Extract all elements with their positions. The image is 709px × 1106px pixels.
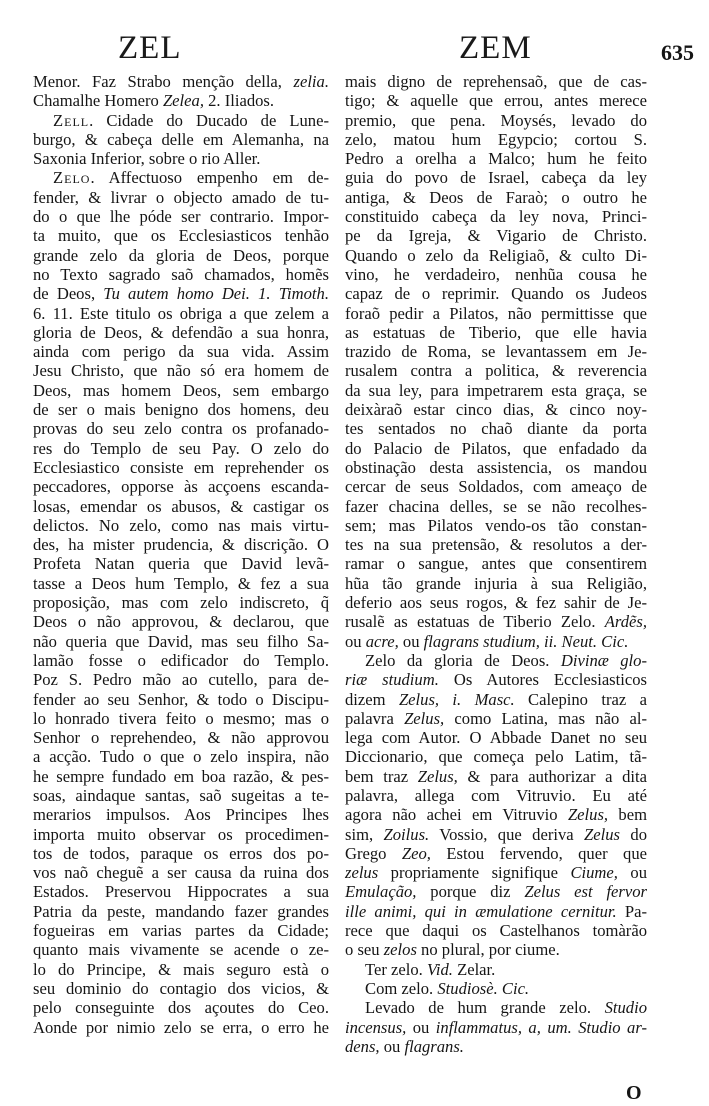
italic-latin-text: Zelus est fervor (524, 882, 647, 902)
italic-latin-text: Emulação, (345, 882, 417, 902)
text-segment: 6. 11. Este titulo os obriga a que zelem a (33, 303, 329, 323)
catchword: O (626, 1082, 642, 1104)
text-segment: não queria que David, mas seu filho Sa- (33, 631, 329, 651)
text-line (345, 690, 647, 709)
text-line (345, 1018, 647, 1037)
text-segment: Pa- (616, 901, 647, 921)
text-line (33, 670, 329, 689)
text-line (345, 940, 647, 959)
text-line (33, 497, 329, 516)
italic-latin-text: zelus (345, 863, 379, 883)
text-segment: Deos o não approvou, & declarou, que (33, 612, 329, 632)
text-line (33, 458, 329, 477)
text-line (345, 246, 647, 265)
text-segment: grande zelo da gloria de Deos, porque (33, 245, 329, 265)
text-segment: deixàraõ estar cinco dias, & cinco noy- (345, 400, 647, 420)
text-line (33, 574, 329, 593)
text-line (345, 979, 647, 998)
text-line (33, 998, 329, 1017)
text-segment: da sua ley, para impetrarem esta graça, se (345, 380, 647, 400)
italic-latin-text: riæ studium. (345, 670, 439, 690)
text-line (33, 593, 329, 612)
text-line (345, 111, 647, 130)
text-segment: Patria da peste, mandando fazer grandes (33, 901, 329, 921)
text-segment: vos naõ cheguẽ a ser causa da ruina dos (33, 863, 329, 883)
text-segment: fazer chacina delles, se se não recolhes- (345, 496, 647, 516)
italic-latin-text: Zelus, i. Masc. (398, 689, 515, 709)
text-line (33, 91, 329, 110)
headword: Zell (53, 110, 90, 130)
text-line (33, 323, 329, 342)
text-line (345, 477, 647, 496)
text-segment: palavra (345, 708, 405, 728)
text-line (345, 1037, 647, 1056)
text-line (33, 979, 329, 998)
text-line (33, 342, 329, 361)
text-line (345, 805, 647, 824)
text-line (33, 747, 329, 766)
text-line (345, 361, 647, 380)
text-line (345, 863, 647, 882)
text-segment: o seu (345, 940, 384, 960)
text-line (33, 960, 329, 979)
text-segment: como Latina, mas não al- (444, 708, 647, 728)
text-line (345, 921, 647, 940)
text-segment: rusalem contra a politica, & reverencia (345, 361, 647, 381)
text-line (345, 728, 647, 747)
text-segment: Menor. Faz Strabo menção della, (33, 72, 294, 91)
text-line (33, 284, 329, 303)
text-line (345, 747, 647, 766)
text-segment: deferio aos seus rogos, & fez sahir de Je- (345, 593, 647, 613)
italic-latin-text: Zoilus. (383, 824, 430, 844)
italic-latin-text: flagrans studium, ii. Neut. Cic. (423, 631, 629, 651)
text-segment: fogueiras em varias partes da Cidade; (33, 921, 329, 941)
text-segment: lo honrado tivera feito o mesmo; mas o (33, 708, 329, 728)
text-segment: 2. Iliados. (203, 91, 275, 111)
text-segment: Os Autores Ecclesiasticos (438, 670, 647, 690)
text-segment: delictos. No zelo, como nas mais virtu- (33, 515, 329, 535)
text-line (33, 690, 329, 709)
right-guide-word: ZEM (459, 30, 532, 66)
text-segment: Profeta Natan queria que David levã- (33, 554, 329, 574)
text-segment: des, ha mister prudencia, & discrição. O (33, 535, 329, 555)
page-number: 635 (661, 40, 694, 65)
text-segment: quanto mais vivamente se acende o ze- (33, 940, 329, 960)
text-segment: Ecclesiastico consiste em reprehender os (33, 457, 329, 477)
text-segment: as estatuas de Tiberio, que elle havia (345, 322, 647, 342)
italic-latin-text: zelos (383, 940, 417, 960)
text-line (345, 612, 647, 631)
text-segment: Com zelo. (365, 978, 438, 998)
text-segment: do o que lhe póde ser contrario. Impor- (33, 207, 329, 227)
text-segment: no plural, por ciume. (416, 940, 560, 960)
text-line (345, 767, 647, 786)
text-line (33, 400, 329, 419)
text-segment: no Texto sagrado saõ chamados, homẽs (33, 264, 329, 284)
text-line (345, 497, 647, 516)
text-line (33, 882, 329, 901)
text-line (345, 400, 647, 419)
text-line (33, 265, 329, 284)
italic-latin-text: zelia. (293, 72, 329, 91)
text-segment: importa muito observar os procedimen- (33, 824, 329, 844)
text-line (33, 246, 329, 265)
text-line (345, 381, 647, 400)
italic-latin-text: inflammatus, a, um. Studio ar- (435, 1017, 647, 1037)
text-segment: lamão fosse o edificador do Templo. (33, 650, 329, 670)
text-line (33, 825, 329, 844)
text-line (345, 516, 647, 535)
text-line (33, 767, 329, 786)
italic-latin-text: Ciume, (570, 863, 618, 883)
text-line (33, 207, 329, 226)
text-line (345, 458, 647, 477)
italic-latin-text: Zelus (584, 824, 620, 844)
text-segment: ou (406, 1017, 436, 1037)
left-text-column (33, 72, 329, 1037)
text-line (345, 439, 647, 458)
text-segment: Estou fervendo, quer que (430, 843, 648, 863)
text-segment: Saxonia Inferior, sobre o rio Aller. (33, 149, 261, 169)
text-segment: Poz S. Pedro mão ao cutello, para de- (33, 670, 329, 690)
italic-latin-text: Zelus, (567, 805, 609, 825)
text-line (33, 1018, 329, 1037)
text-segment: bem (608, 805, 647, 825)
italic-latin-text: dens, (345, 1036, 380, 1056)
right-text-column (345, 72, 647, 1056)
text-line (345, 130, 647, 149)
text-segment: a acção. Tudo o que o zelo inspira, não (33, 747, 329, 767)
text-line (345, 149, 647, 168)
text-segment: res do Templo de seu Pay. O zelo do (33, 438, 329, 458)
text-line (345, 72, 647, 91)
text-line (33, 168, 329, 187)
left-guide-word: ZEL (118, 30, 182, 66)
text-segment: gloria de Deos, & defendão a sua honra, (33, 322, 329, 342)
text-line (345, 882, 647, 901)
text-segment: Grego (345, 843, 402, 863)
text-line (33, 130, 329, 149)
text-segment: tos de todos, paraque os erros dos po- (33, 843, 329, 863)
text-segment: ou (617, 863, 647, 883)
text-segment: Calepino traz a (514, 689, 647, 709)
text-segment: Diccionario, que começa pelo Latim, tã- (345, 747, 647, 767)
text-line (33, 361, 329, 380)
text-line (345, 651, 647, 670)
italic-latin-text: ille animi, qui in æmulatione cernitur. (345, 901, 617, 921)
text-segment: sem; mas Pilatos vendo-os tão constan- (345, 515, 647, 535)
text-segment: provas do seu zelo contra os profanado- (33, 419, 329, 439)
text-segment: Senhor o reprehendeo, & não approvou (33, 728, 329, 748)
text-segment: Pedro a orelha a Malco; hum he feito (345, 149, 647, 169)
text-segment: Quando o zelo da Religiaõ, & culto Di- (345, 245, 647, 265)
text-segment: & para authorizar a dita (457, 766, 647, 786)
text-segment: Levado de hum grande zelo. (365, 998, 605, 1018)
text-segment: guia do povo de Israel, cabeça da ley (345, 168, 647, 188)
text-line (345, 284, 647, 303)
text-line (345, 632, 647, 651)
text-segment: fender, & livrar o objecto amado de tu- (33, 187, 329, 207)
text-segment: do (620, 824, 647, 844)
text-segment: rece que daqui os Castelhanos tomàrão (345, 921, 647, 941)
text-line (345, 709, 647, 728)
text-segment: capaz de o reprimir. Quando os Judeos (345, 284, 647, 304)
text-line (345, 304, 647, 323)
text-segment: premio, que pena. Moysés, levado do (345, 110, 647, 130)
text-segment: Jesu Christo, que não só era homem de (33, 361, 329, 381)
text-segment: Estados. Preservou Hippocrates a sua (33, 882, 329, 902)
text-segment: merarios impulsos. Aos Principes lhes (33, 805, 329, 825)
text-line (345, 844, 647, 863)
text-line (345, 960, 647, 979)
text-segment: hũa tão grande injuria à sua Religião, (345, 573, 647, 593)
text-segment: lega com Autor. O Abbade Danet no seu (345, 728, 647, 748)
text-segment: de Deos, (33, 284, 104, 304)
text-line (345, 265, 647, 284)
text-segment: de ser o mais benigno dos homens, deu (33, 400, 329, 420)
text-segment: peccadores, opporse às acçoens escanda- (33, 477, 329, 497)
text-segment: ou (345, 631, 366, 651)
italic-latin-text: acre, (365, 631, 399, 651)
headword: Zelo (53, 168, 91, 188)
text-line (345, 902, 647, 921)
text-line (33, 439, 329, 458)
text-line (345, 419, 647, 438)
text-line (345, 535, 647, 554)
text-segment: foraõ pedir a Pilatos, não permittisse que (345, 303, 647, 323)
text-segment: lo do Principe, & mais seguro està o (33, 959, 329, 979)
text-line (33, 72, 329, 91)
text-segment: Zelar. (452, 959, 496, 979)
text-line (33, 863, 329, 882)
text-line (345, 188, 647, 207)
text-line (33, 728, 329, 747)
italic-latin-text: Tu autem homo Dei. 1. Timoth. (103, 284, 329, 304)
text-line (345, 554, 647, 573)
text-segment: proposição, mas com zelo indiscreto, q̃ (33, 593, 329, 613)
text-line (33, 902, 329, 921)
text-line (33, 786, 329, 805)
text-line (33, 612, 329, 631)
text-segment: tasse a Deos hum Templo, & fez a sua (33, 573, 329, 593)
text-line (33, 535, 329, 554)
text-segment: bem traz (345, 766, 418, 786)
text-line (33, 651, 329, 670)
italic-latin-text: Studio (604, 998, 647, 1018)
text-segment: tes sentados no chaõ diante da porta (345, 419, 647, 439)
text-segment: Deos, mas homem Deos, sem embargo (33, 380, 329, 400)
text-segment: dizem (345, 689, 399, 709)
text-segment: propriamente signifique (378, 863, 571, 883)
text-segment: ainda com perigo da sua vida. Assim (33, 342, 329, 362)
text-segment: . Cidade do Ducado de Lune- (89, 110, 329, 130)
text-segment: Chamalhe Homero (33, 91, 163, 111)
text-line (33, 226, 329, 245)
text-segment: tigo; & aquelle que errou, antes merece (345, 91, 647, 111)
text-segment: he sempre fundado em boa razão, & pes- (33, 766, 329, 786)
text-segment: burgo, & cabeça delle em Alemanha, na (33, 129, 329, 149)
text-line (345, 207, 647, 226)
text-segment: . Affectuoso empenho em de- (90, 168, 329, 188)
text-segment: ou (379, 1036, 405, 1056)
text-line (33, 304, 329, 323)
text-line (33, 632, 329, 651)
text-line (33, 554, 329, 573)
text-line (33, 111, 329, 130)
text-line (345, 825, 647, 844)
text-segment: Vossio, que deriva (429, 824, 585, 844)
text-segment: trazido de Roma, se levantassem em Je- (345, 342, 647, 362)
text-segment: pe da Igreja, & Vigario de Christo. (345, 226, 647, 246)
text-line (33, 381, 329, 400)
text-segment: fender ao seu Senhor, & todo o Discipu- (33, 689, 329, 709)
text-segment: zelo, matou hum Egypcio; cortou S. (345, 129, 647, 149)
text-segment: antiga, & Deos de Faraò; o outro he (345, 187, 647, 207)
text-segment: cercar de seus Soldados, com ameaço de (345, 477, 647, 497)
text-line (33, 844, 329, 863)
text-line (33, 516, 329, 535)
text-line (33, 477, 329, 496)
text-segment: obstinação desta assistencia, os mandou (345, 457, 647, 477)
italic-latin-text: Studiosè. Cic. (437, 978, 530, 998)
text-segment: ta muito, que os Ecclesiasticos tenhão (33, 226, 329, 246)
text-line (345, 323, 647, 342)
text-line (345, 786, 647, 805)
text-line (33, 149, 329, 168)
text-segment: losas, emendar os abusos, & castigar os (33, 496, 329, 516)
text-segment: vino, he verdadeiro, nenhũa cousa he (345, 264, 647, 284)
text-line (345, 342, 647, 361)
text-line (345, 168, 647, 187)
text-segment: porque diz (416, 882, 525, 902)
text-segment: tes na sua pretensão, & resolutos a der- (345, 535, 647, 555)
text-line (345, 226, 647, 245)
text-line (33, 940, 329, 959)
text-segment: pelo conseguinte dos açoutes do Ceo. (33, 998, 329, 1018)
italic-latin-text: Vid. (426, 959, 453, 979)
text-segment: rusalẽ as estatuas de Tiberio Zelo. (345, 612, 605, 632)
text-segment: Ter zelo. (365, 959, 427, 979)
text-segment: palavra, allega com Vitruvio. Eu até (345, 785, 647, 805)
text-segment: ou (398, 631, 424, 651)
italic-latin-text: Zelea, (162, 91, 204, 111)
italic-latin-text: flagrans. (404, 1036, 464, 1056)
italic-latin-text: Divinæ glo- (560, 650, 647, 670)
text-segment: soas, aindaque santas, saõ sugeitas a te- (33, 785, 329, 805)
text-segment: seu dominio do contagio dos vicios, & (33, 978, 329, 998)
text-line (33, 921, 329, 940)
italic-latin-text: Zeo, (401, 843, 431, 863)
text-line (33, 419, 329, 438)
text-line (345, 574, 647, 593)
text-line (33, 188, 329, 207)
text-segment: constituido cabeça da ley nova, Princi- (345, 207, 647, 227)
text-line (345, 670, 647, 689)
italic-latin-text: Zelus, (404, 708, 445, 728)
text-segment: Aonde por nimio zelo se erra, o erro he (33, 1017, 329, 1037)
text-segment: Zelo da gloria de Deos. (365, 650, 561, 670)
text-segment: ramar o sangue, antes que consentirem (345, 554, 647, 574)
italic-latin-text: incensus, (345, 1017, 407, 1037)
text-line (33, 709, 329, 728)
text-segment: agora não achei em Vitruvio (345, 805, 568, 825)
text-segment: do Palacio de Pilatos, que enfadado da (345, 438, 647, 458)
italic-latin-text: Ardẽs, (604, 612, 647, 632)
text-segment: mais digno de reprehensaõ, que de cas- (345, 72, 647, 91)
text-line (345, 998, 647, 1017)
text-segment: sim, (345, 824, 384, 844)
text-line (33, 805, 329, 824)
italic-latin-text: Zelus, (417, 766, 458, 786)
text-line (345, 593, 647, 612)
text-line (345, 91, 647, 110)
